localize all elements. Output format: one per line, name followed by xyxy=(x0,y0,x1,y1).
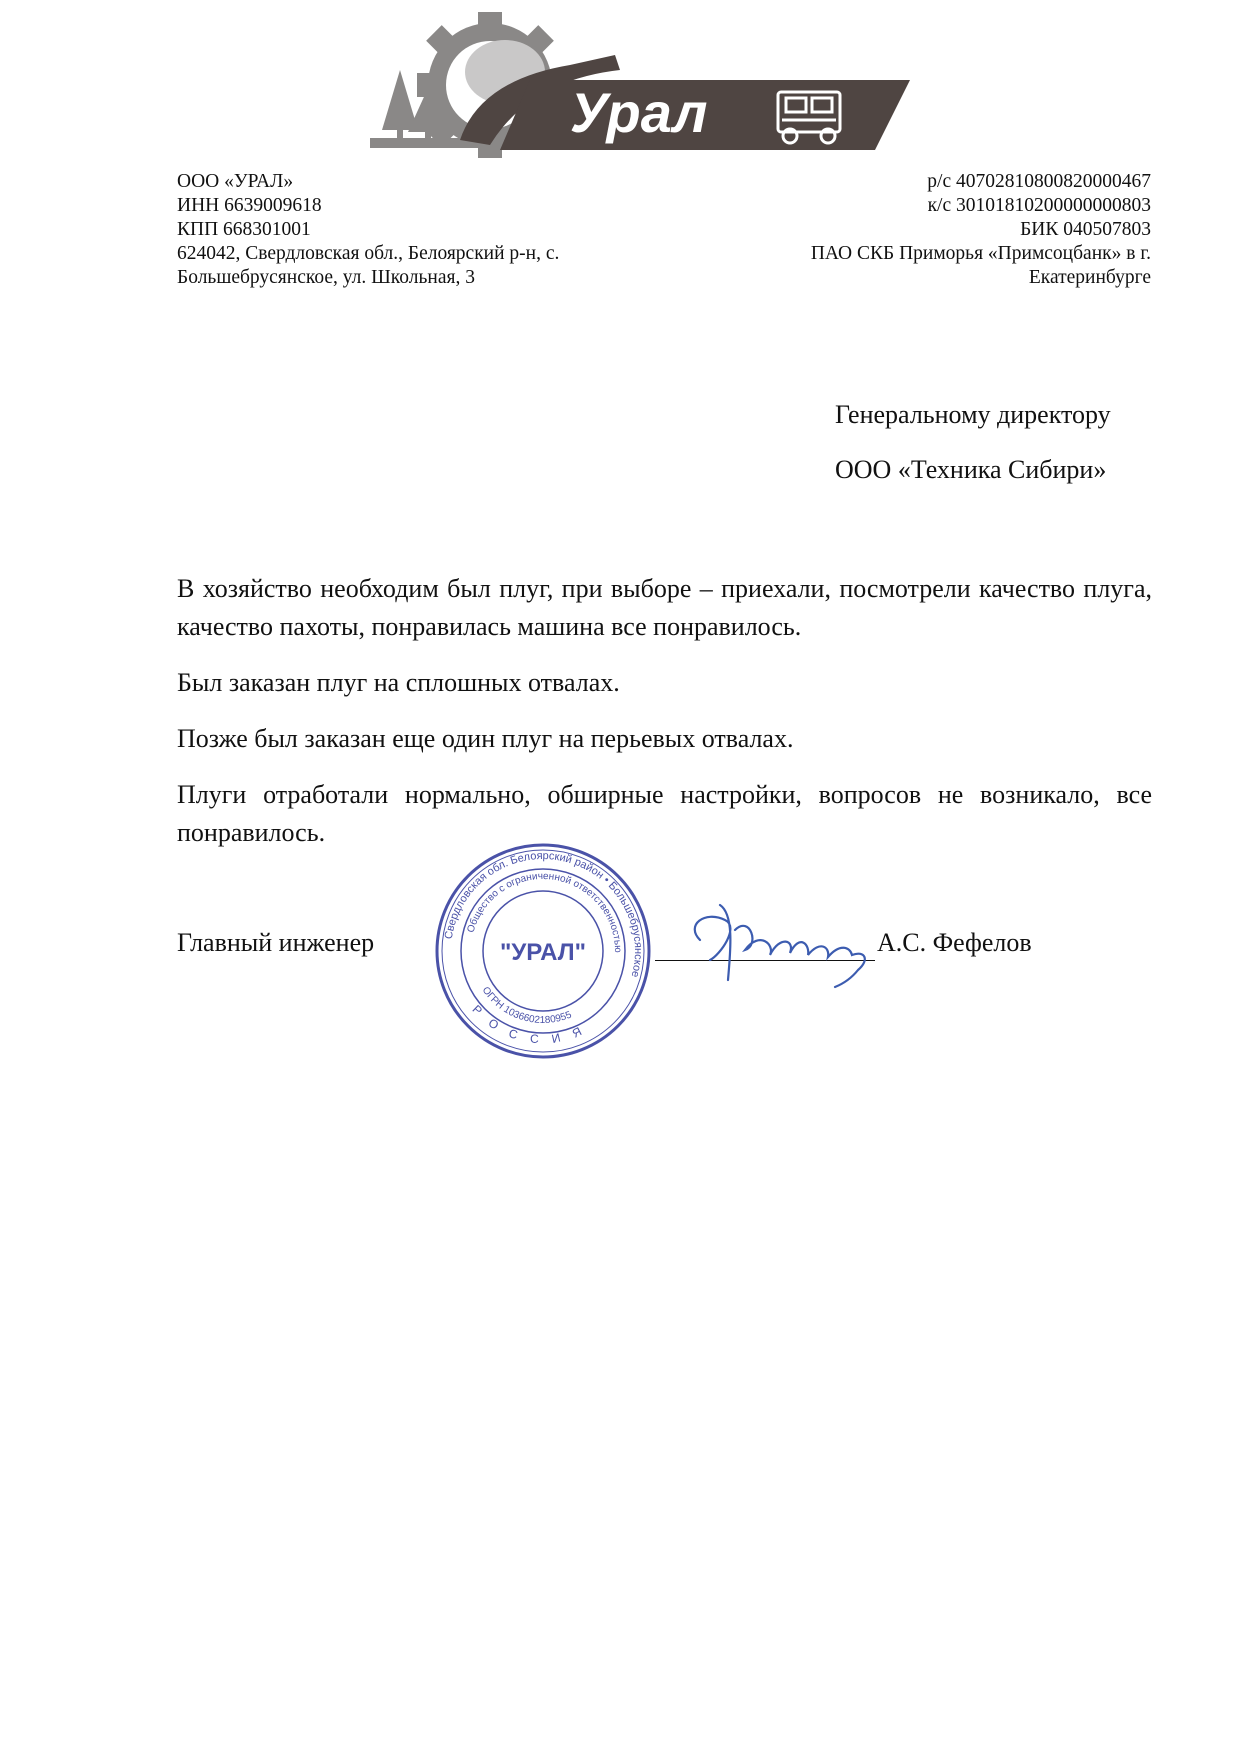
ural-logo xyxy=(370,10,910,160)
stamp-outer-text: Свердловская обл. Белоярский район • Большебрусянское xyxy=(442,849,645,979)
account-line: р/с 40702810800820000467 xyxy=(927,171,1151,192)
addressee-company: ООО «Техника Сибири» xyxy=(835,455,1107,484)
kpp-line: КПП 668301001 xyxy=(177,219,311,240)
stamp-middle-text: Общество с ограниченной ответственностью xyxy=(465,870,624,953)
handwritten-signature xyxy=(680,885,880,995)
letter-body xyxy=(177,570,1152,870)
company-name: ООО «УРАЛ» xyxy=(177,171,294,192)
stamp-ogrn-text: ОГРН 1036602180955 xyxy=(479,984,574,1027)
bank-name-line-1: ПАО СКБ Приморья «Примсоцбанк» в г. xyxy=(810,243,1151,264)
body-paragraph: В хозяйство необходим был плуг, при выборе – приехали, посмотрели качество плуга, качество пахоты, понравилась машина все понравилось. xyxy=(177,574,1152,641)
addressee xyxy=(835,400,1111,510)
body-paragraph: Позже был заказан еще один плуг на перьевых отвалах. xyxy=(177,724,794,753)
address-line-1: 624042, Свердловская обл., Белоярский р-н, с. xyxy=(177,243,560,264)
sender-details xyxy=(177,170,559,290)
logo-wordmark: Урал xyxy=(570,81,708,144)
body-paragraph: Был заказан плуг на сплошных отвалах. xyxy=(177,668,620,697)
signer-name: А.С. Фефелов xyxy=(877,928,1032,957)
signature-block xyxy=(177,920,1077,1040)
bik-line: БИК 040507803 xyxy=(1020,219,1151,240)
corr-account-line: к/с 30101810200000000803 xyxy=(927,195,1151,216)
signer-role: Главный инженер xyxy=(177,928,375,957)
bank-details xyxy=(811,170,1151,290)
address-line-2: Большебрусянское, ул. Школьная, 3 xyxy=(177,267,475,288)
body-paragraph: Плуги отработали нормально, обширные настройки, вопросов не возникало, все понравилось. xyxy=(177,780,1152,847)
inn-line: ИНН 6639009618 xyxy=(177,195,322,216)
bank-name-line-2: Екатеринбурге xyxy=(1028,267,1151,288)
addressee-position: Генеральному директору xyxy=(835,400,1111,429)
stamp-center-text: "УРАЛ" xyxy=(499,939,587,966)
stamp-country-text: РОССИЯ xyxy=(469,1002,597,1047)
